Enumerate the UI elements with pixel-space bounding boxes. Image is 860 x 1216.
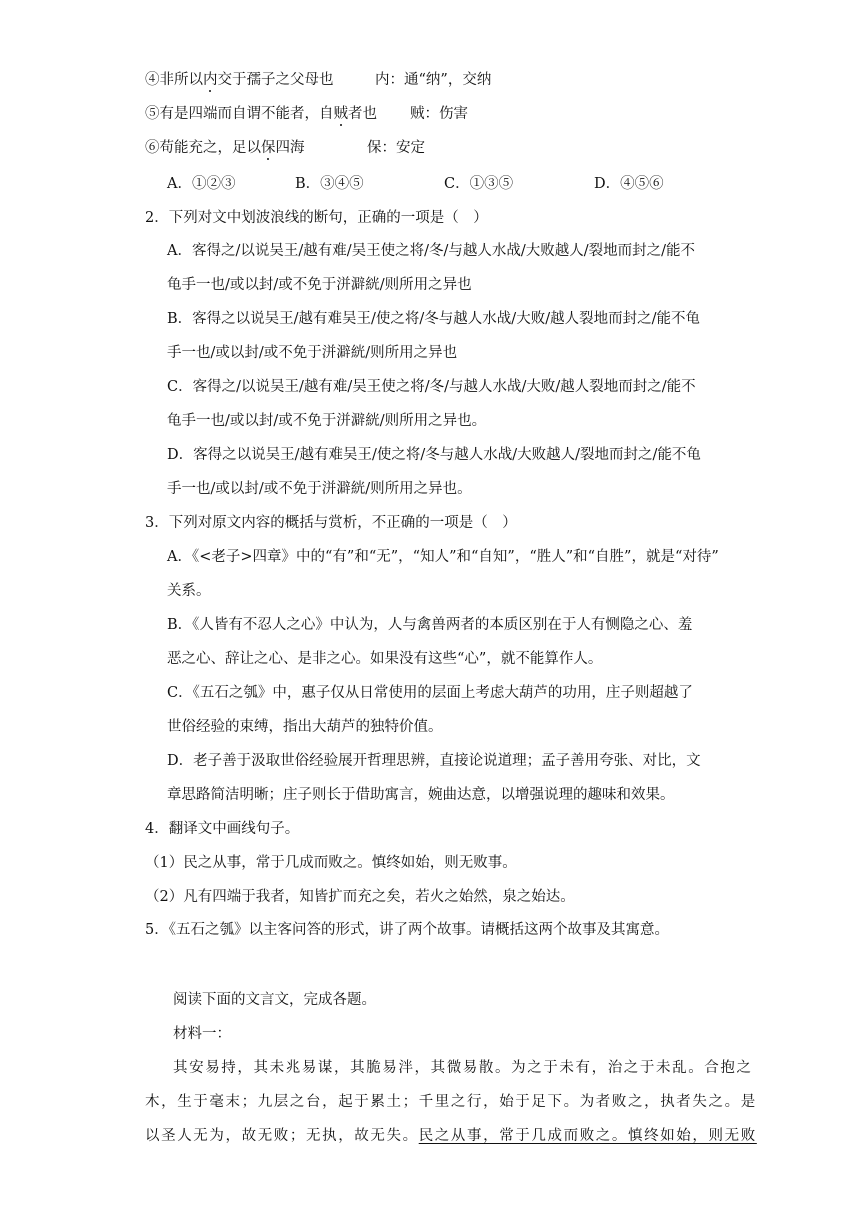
q1-option-c[interactable]: C．①③⑤ (444, 176, 514, 192)
passage-underlined-sentence: 民之从事，常于几成而败之。慎终如始，则无败 (418, 1128, 757, 1144)
item-5-mid: 者也 (348, 106, 377, 122)
item-5-pre: ⑤有是四端而自谓不能者，自 (145, 106, 334, 122)
q2-option-c-line1[interactable]: C．客得之/以说吴王/越有难/吴王使之将/冬/与越人水战/大败/越人裂地而封之/能不 (167, 379, 696, 395)
item-5 (145, 104, 377, 124)
q2-option-c-line2: 龟手一也/或以封/或不免于洴澼絖/则所用之异也。 (167, 413, 487, 429)
q5-stem: 5．《五石之瓠》以主客问答的形式，讲了两个故事。请概括这两个故事及其寓意。 (145, 922, 669, 938)
passage-line-1: 其安易持，其未兆易谋，其脆易泮，其微易散。为之于未有，治之于未乱。合抱之 (173, 1060, 753, 1076)
q3-option-a-line1[interactable]: A．《<老子>四章》中的“有”和“无”，“知人”和“自知”，“胜人”和“自胜”，就是“对待” (167, 549, 719, 565)
item-4-mark: 内 (203, 72, 218, 88)
q1-option-b[interactable]: B．③④⑤ (295, 176, 364, 192)
q3-option-c-line2: 世俗经验的束缚，指出大葫芦的独特价值。 (167, 719, 443, 735)
reading-intro: 阅读下面的文言文，完成各题。 (173, 992, 376, 1008)
q2-option-a-line2: 龟手一也/或以封/或不免于洴澼絖/则所用之异也 (167, 277, 472, 293)
item-6 (145, 138, 305, 158)
item-4-mid: 交于孺子之父母也 (217, 72, 334, 88)
item-6-note: 保：安定 (367, 140, 425, 156)
item-4-pre: ④非所以 (145, 72, 203, 88)
q3-stem: 3．下列对原文内容的概括与赏析，不正确的一项是（ ） (145, 515, 517, 531)
q2-option-a-line1[interactable]: A．客得之/以说吴王/越有难/吴王使之将/冬/与越人水战/大败越人/裂地而封之/能不 (167, 243, 696, 259)
q2-option-b-line2: 手一也/或以封/或不免于洴澼絖/则所用之异也 (167, 345, 458, 361)
q1-option-a[interactable]: A．①②③ (167, 176, 236, 192)
material-label: 材料一： (173, 1026, 231, 1042)
q1-option-d[interactable]: D．④⑤⑥ (594, 176, 664, 192)
item-6-mid: 四海 (275, 140, 305, 156)
q4-sentence-1: （1）民之从事，常于几成而败之。慎终如始，则无败事。 (145, 855, 517, 871)
item-4-note: 内：通“纳”，交纳 (375, 72, 492, 88)
q3-option-a-line2: 关系。 (167, 583, 211, 599)
item-5-note: 贼：伤害 (410, 106, 468, 122)
q2-option-d-line2: 手一也/或以封/或不免于洴澼絖/则所用之异也。 (167, 481, 472, 497)
q2-stem: 2．下列对文中划波浪线的断句，正确的一项是（ ） (145, 210, 488, 226)
passage-line-3 (145, 1126, 757, 1146)
item-4 (145, 70, 334, 90)
q3-option-c-line1[interactable]: C．《五石之瓠》中，惠子仅从日常使用的层面上考虑大葫芦的功用，庄子则超越了 (167, 685, 693, 701)
passage-line-2: 木，生于毫末；九层之台，起于累土；千里之行，始于足下。为者败之，执者失之。是 (145, 1094, 757, 1110)
q2-option-d-line1[interactable]: D．客得之以说吴王/越有难吴王/使之将/冬与越人水战/大败越人/裂地而封之/能不龟 (167, 447, 701, 463)
q3-option-d-line2: 章思路简洁明晰；庄子则长于借助寓言，婉曲达意，以增强说理的趣味和效果。 (167, 787, 675, 803)
item-6-mark: 保 (261, 140, 276, 156)
item-5-mark: 贼 (333, 106, 348, 122)
q3-option-d-line1[interactable]: D．老子善于汲取世俗经验展开哲理思辨，直接论说道理；孟子善用夸张、对比，文 (167, 753, 701, 769)
q2-option-b-line1[interactable]: B．客得之以说吴王/越有难吴王/使之将/冬与越人水战/大败/越人裂地而封之/能不龟 (167, 311, 700, 327)
q4-sentence-2: （2）凡有四端于我者，知皆扩而充之矣，若火之始然，泉之始达。 (145, 889, 575, 905)
item-6-pre: ⑥苟能充之，足以 (145, 140, 261, 156)
q4-stem: 4．翻译文中画线句子。 (145, 821, 300, 837)
passage-line-3-plain: 以圣人无为，故无败；无执，故无失。 (145, 1128, 419, 1144)
q3-option-b-line2: 恶之心、辞让之心、是非之心。如果没有这些“心”，就不能算作人。 (167, 651, 603, 667)
q3-option-b-line1[interactable]: B．《人皆有不忍人之心》中认为，人与禽兽两者的本质区别在于人有恻隐之心、羞 (167, 617, 693, 633)
